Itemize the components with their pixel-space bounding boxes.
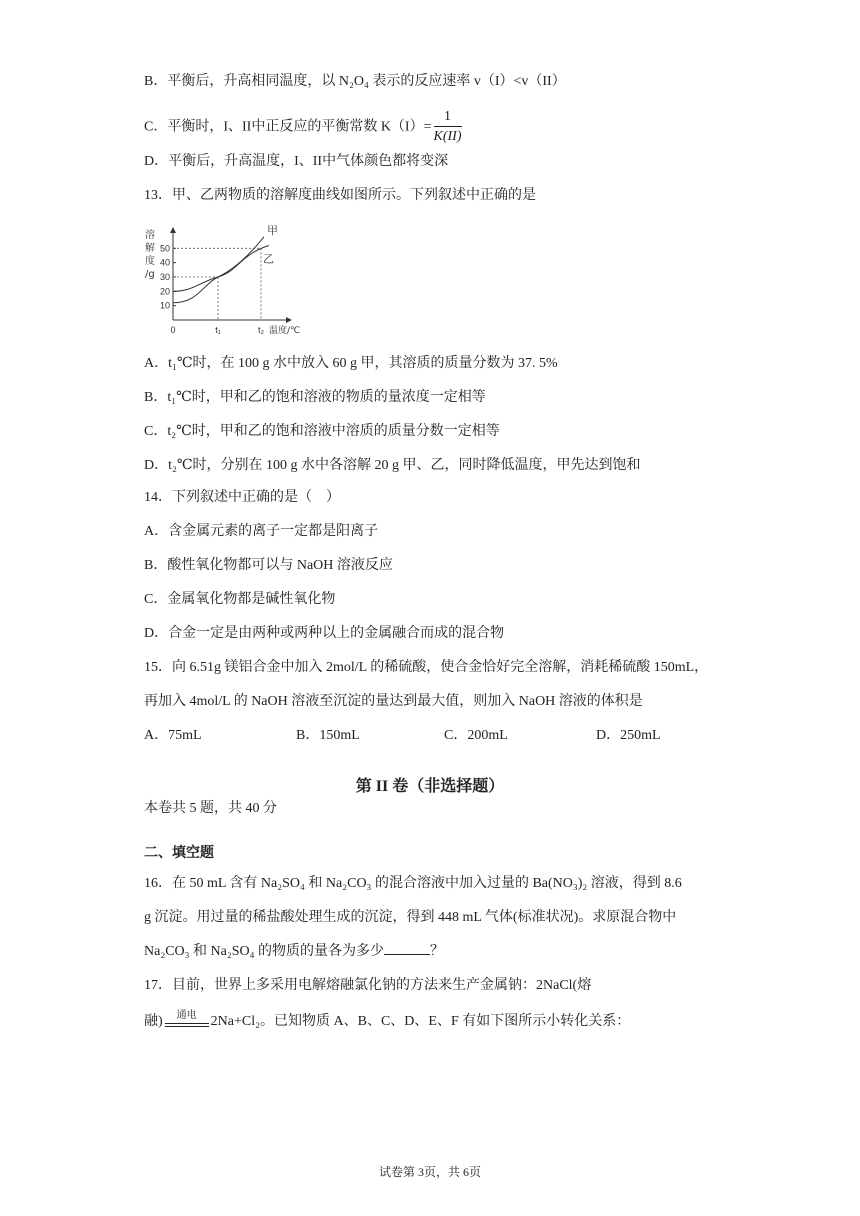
page-footer: 试卷第 3页，共 6页 (378, 1165, 481, 1179)
part2-title: 第 II 卷（非选择题） (355, 778, 505, 795)
q13-option-c: C．t₂℃时，甲和乙的饱和溶液中溶质的质量分数一定相等 (144, 424, 500, 439)
x-axis-arrow (286, 317, 292, 323)
y-tick-label: 30 (159, 272, 170, 282)
q14-option-a: A．含金属元素的离子一定都是阳离子 (144, 524, 379, 539)
q15-option-b: B．150mL (296, 728, 360, 743)
y-axis-label: 度 (145, 256, 155, 267)
x-tick-label: t₁ (215, 325, 221, 335)
series-yi-line (173, 245, 269, 291)
electrolysis-label: 通电 (176, 1010, 197, 1021)
solubility-chart (144, 224, 304, 336)
electrolysis-arrow (163, 1012, 211, 1032)
q12-option-b: B．平衡后，升高相同温度，以 N₂O₄ 表示的反应速率 v（I）<v（II） (144, 74, 566, 89)
q12-option-c (144, 108, 462, 147)
series-yi-label: 乙 (263, 252, 274, 266)
q13-option-d: D．t₂℃时，分别在 100 g 水中各溶解 20 g 甲、乙，同时降低温度，甲先达到饱和 (144, 458, 641, 473)
q15-option-a: A．75mL (144, 728, 202, 743)
q13-stem: 13．甲、乙两物质的溶解度曲线如图所示。下列叙述中正确的是 (144, 188, 536, 203)
part2-note: 本卷共 5 题，共 40 分 (144, 801, 277, 816)
q17-line2-prefix: 融) (144, 1014, 163, 1030)
x-axis-label: 温度/℃ (269, 326, 301, 336)
fraction-denominator: K(II) (433, 129, 462, 144)
q14-stem: 14．下列叙述中正确的是（ ） (144, 490, 340, 505)
q14-option-c: C．金属氧化物都是碱性氧化物 (144, 592, 336, 607)
x-tick-label: 0 (170, 325, 176, 335)
q17-line2-suffix: 2Na+Cl₂。已知物质 A、B、C、D、E、F 有如下图所示小转化关系： (210, 1014, 631, 1030)
q17-line2 (144, 1012, 630, 1032)
y-tick-label: 20 (159, 286, 170, 297)
fraction-numerator: 1 (434, 108, 462, 127)
y-tick-label: 50 (159, 243, 170, 254)
y-tick-label: 40 (159, 257, 170, 268)
series-jia-label: 甲 (267, 224, 278, 237)
answer-blank (384, 940, 430, 955)
q13-option-a: A．t₁℃时，在 100 g 水中放入 60 g 甲，其溶质的质量分数为 37. 5% (144, 356, 558, 371)
q16-line2: g 沉淀。用过量的稀盐酸处理生成的沉淀，得到 448 mL 气体(标准状况)。求原混合物中 (144, 910, 677, 925)
q15-stem-line2: 再加入 4mol/L 的 NaOH 溶液至沉淀的量达到最大值，则加入 NaOH 溶液的体积是 (144, 694, 643, 709)
y-axis-label: /g (145, 269, 155, 280)
q13-option-b: B．t₁℃时，甲和乙的饱和溶液的物质的量浓度一定相等 (144, 390, 486, 405)
series-jia-line (173, 237, 264, 303)
fraction (434, 108, 462, 147)
q16-line1: 16．在 50 mL 含有 Na₂SO₄ 和 Na₂CO₃ 的混合溶液中加入过量的 Ba(NO₃)₂ 溶液，得到 8.6 (144, 876, 682, 891)
q14-option-d: D．合金一定是由两种或两种以上的金属融合而成的混合物 (144, 626, 505, 641)
q16-line3-end: ？ (430, 944, 445, 959)
q12-option-d: D．平衡后，升高温度，I、II中气体颜色都将变深 (144, 154, 449, 169)
q17-line1: 17．目前，世界上多采用电解熔融氯化钠的方法来生产金属钠：2NaCl(熔 (144, 978, 592, 993)
y-axis-arrow (170, 227, 176, 233)
x-tick-label: t₂ (258, 325, 264, 335)
q15-option-d: D．250mL (596, 728, 661, 743)
section-heading: 二、填空题 (144, 846, 214, 861)
y-axis-label: 解 (145, 243, 155, 254)
q14-option-b: B．酸性氧化物都可以与 NaOH 溶液反应 (144, 558, 393, 573)
q16-line3 (144, 940, 444, 962)
y-tick-label: 10 (159, 300, 170, 311)
q12-option-c-text: C．平衡时，I、II中正反应的平衡常数 K（I）= (144, 119, 432, 135)
q15-stem-line1: 15．向 6.51g 镁铝合金中加入 2mol/L 的稀硫酸，使合金恰好完全溶解，消耗稀硫酸 150mL， (144, 660, 709, 675)
q15-option-c: C．200mL (444, 728, 508, 743)
y-axis-label: 溶 (145, 230, 155, 241)
q16-line3-text: Na₂CO₃ 和 Na₂SO₄ 的物质的量各为多少 (144, 944, 385, 959)
